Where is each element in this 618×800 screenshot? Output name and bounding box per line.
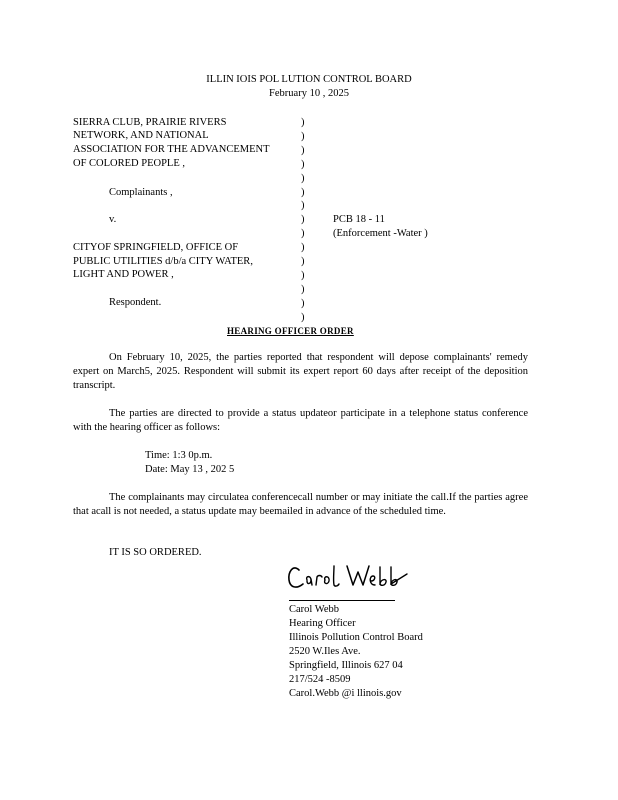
caption-paren: )	[301, 311, 305, 323]
caption-paren: )	[301, 158, 305, 170]
respondent-label: Respondent.	[109, 297, 162, 308]
order-title: HEARING OFFICER ORDER	[227, 326, 354, 336]
signer-city: Springfield, Illinois 627 04	[289, 660, 403, 671]
caption-paren: )	[301, 228, 305, 240]
case-number: PCB 18 - 11	[333, 214, 385, 225]
agency-title: ILLIN IOIS POL LUTION CONTROL BOARD	[206, 74, 412, 85]
caption-paren: )	[301, 117, 305, 128]
respondent-line: CITYOF SPRINGFIELD, OFFICE OF	[73, 242, 239, 253]
caption-paren: )	[301, 130, 305, 142]
paragraph-status-conference: The parties are directed to provide a status updateor participate in a telephone status conference with the hearing officer as follows:	[73, 408, 528, 433]
handwritten-signature	[287, 558, 415, 596]
signature-line	[289, 600, 395, 601]
caption-paren: )	[301, 144, 305, 156]
complainant-line: OF COLORED PEOPLE ,	[73, 158, 186, 169]
signer-name: Carol Webb	[289, 604, 339, 615]
conference-time: Time: 1:3 0p.m.	[145, 450, 213, 461]
signer-agency: Illinois Pollution Control Board	[289, 632, 423, 643]
caption-paren: )	[301, 297, 305, 309]
signer-phone: 217/524 -8509	[289, 674, 351, 685]
caption-paren: )	[301, 214, 305, 226]
caption-paren: )	[301, 172, 305, 184]
signature-block	[289, 603, 423, 701]
caption-paren: )	[301, 186, 305, 198]
signer-address: 2520 W.Iles Ave.	[289, 646, 361, 657]
caption-paren: )	[301, 256, 305, 268]
paragraph-conference-call: The complainants may circulatea conferencecall number or may initiate the call.If the parties agree that acall is not needed, a status update may beemailed in advance of the scheduled time.	[73, 492, 528, 517]
closing-statement: IT IS SO ORDERED.	[109, 547, 202, 558]
complainant-line: SIERRA CLUB, PRAIRIE RIVERS	[73, 117, 227, 128]
versus: v.	[109, 214, 117, 225]
caption-paren: )	[301, 242, 305, 254]
conference-date: Date: May 13 , 202 5	[145, 464, 235, 475]
respondent-line: LIGHT AND POWER ,	[73, 269, 174, 280]
complainant-line: ASSOCIATION FOR THE ADVANCEMENT	[73, 144, 270, 155]
caption-paren: )	[301, 200, 305, 212]
respondent-line: PUBLIC UTILITIES d/b/a CITY WATER,	[73, 256, 253, 267]
complainant-line: NETWORK, AND NATIONAL	[73, 130, 209, 141]
paragraph-deposition: On February 10, 2025, the parties reported that respondent will depose complainants' remedy expert on March5, 2025. Respondent will submit its expert report 60 days after receipt of the deposition transcript.	[73, 352, 528, 391]
header-date: February 10 , 2025	[269, 88, 349, 99]
case-type: (Enforcement -Water )	[333, 228, 428, 239]
signer-email: Carol.Webb @i llinois.gov	[289, 688, 402, 699]
signer-title: Hearing Officer	[289, 618, 356, 629]
caption-paren: )	[301, 283, 305, 295]
caption-paren: )	[301, 269, 305, 281]
caption-paren-column	[301, 116, 305, 325]
complainants-label: Complainants ,	[109, 187, 173, 198]
